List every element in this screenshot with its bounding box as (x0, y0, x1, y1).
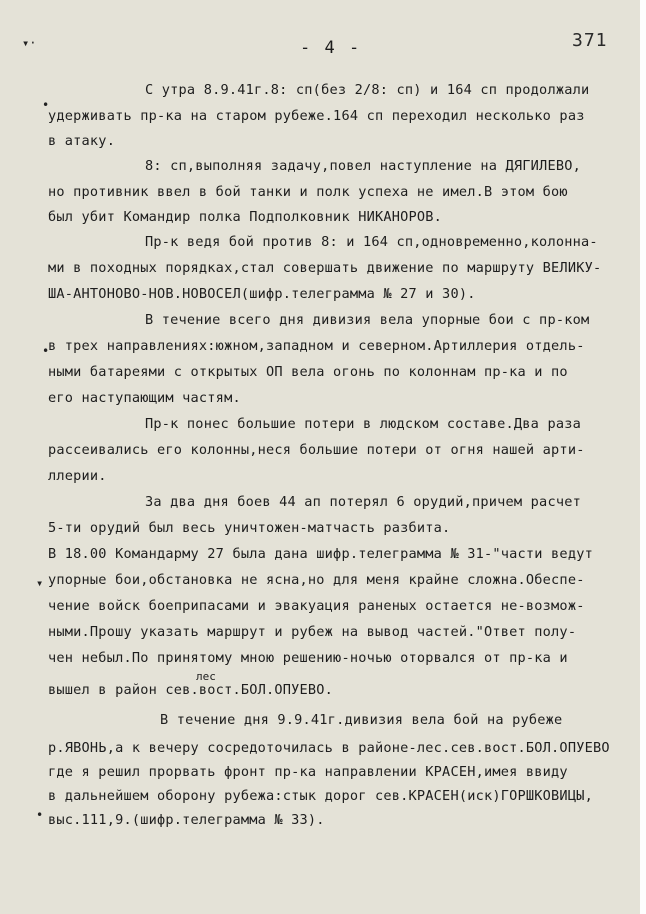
text-line: В 18.00 Командарму 27 была дана шифр.телеграмма № 31-"части ведут (48, 546, 593, 562)
margin-mark: • (36, 808, 44, 822)
text-line: ША-АНТОНОВО-НОВ.НОВОСЕЛ(шифр.телеграмма № 27 и 30). (48, 286, 476, 302)
text-line: Пр-к понес большие потери в людском составе.Два раза (145, 416, 581, 432)
text-line: в дальнейшем оборону рубежа:стык дорог сев.КРАСЕН(иск)ГОРШКОВИЦЫ, (48, 788, 593, 804)
margin-mark: • (42, 98, 50, 112)
text-line: выс.111,9.(шифр.телеграмма № 33). (48, 812, 325, 828)
text-line: р.ЯВОНЬ,а к вечеру сосредоточилась в районе-лес.сев.вост.БОЛ.ОПУЕВО (48, 740, 610, 756)
text-line: чение войск боеприпасами и эвакуация раненых остается не-возмож- (48, 598, 585, 614)
text-line: За два дня боев 44 ап потерял 6 орудий,причем расчет (145, 494, 581, 510)
text-line: был убит Командир полка Подполковник НИКАНОРОВ. (48, 209, 443, 225)
text-line: в атаку. (48, 133, 116, 149)
text-line: В течение дня 9.9.41г.дивизия вела бой на рубеже (160, 712, 563, 728)
page-edge (640, 0, 646, 914)
text-line: упорные бои,обстановка не ясна,но для меня крайне сложна.Обеспе- (48, 572, 585, 588)
margin-mark: ▾· (22, 36, 37, 50)
text-line: где я решил прорвать фронт пр-ка направлении КРАСЕН,имея ввиду (48, 764, 568, 780)
text-line: его наступающим частям. (48, 390, 241, 406)
text-line: но противник ввел в бой танки и полк успеха не имел.В этом бою (48, 184, 568, 200)
text-line: рассеивались его колонны,неся большие потери от огня нашей арти- (48, 442, 585, 458)
text-line: ными батареями с открытых ОП вела огонь по колоннам пр-ка и по (48, 364, 568, 380)
text-line: Пр-к ведя бой против 8: и 164 сп,одновременно,колонна- (145, 234, 598, 250)
text-line: в трех направлениях:южном,западном и северном.Артиллерия отдель- (48, 338, 585, 354)
margin-mark: ▾ (36, 576, 44, 590)
margin-mark: • (42, 344, 50, 358)
text-line: 8: сп,выполняя задачу,повел наступление на ДЯГИЛЕВО, (145, 158, 581, 174)
text-line: ллерии. (48, 468, 107, 484)
text-line: чен небыл.По принятому мною решению-ночью оторвался от пр-ка и (48, 650, 568, 666)
text-line: С утра 8.9.41г.8: сп(без 2/8: сп) и 164 сп продолжали (145, 82, 590, 98)
text-line: удерживать пр-ка на старом рубеже.164 сп переходил несколько раз (48, 108, 585, 124)
text-line: ми в походных порядках,стал совершать движение по маршруту ВЕЛИКУ- (48, 260, 602, 276)
text-line: вышел в район сев.вост.БОЛ.ОПУЕВО. (48, 682, 334, 698)
text-line: ными.Прошу указать маршрут и рубеж на вывод частей."Ответ полу- (48, 624, 577, 640)
archive-sheet-number: 371 (572, 30, 608, 51)
text-line: 5-ти орудий был весь уничтожен-матчасть разбита. (48, 520, 451, 536)
handwritten-insertion: лес (196, 670, 216, 683)
page-number: - 4 - (300, 38, 362, 58)
text-line: В течение всего дня дивизия вела упорные бои с пр-ком (145, 312, 590, 328)
